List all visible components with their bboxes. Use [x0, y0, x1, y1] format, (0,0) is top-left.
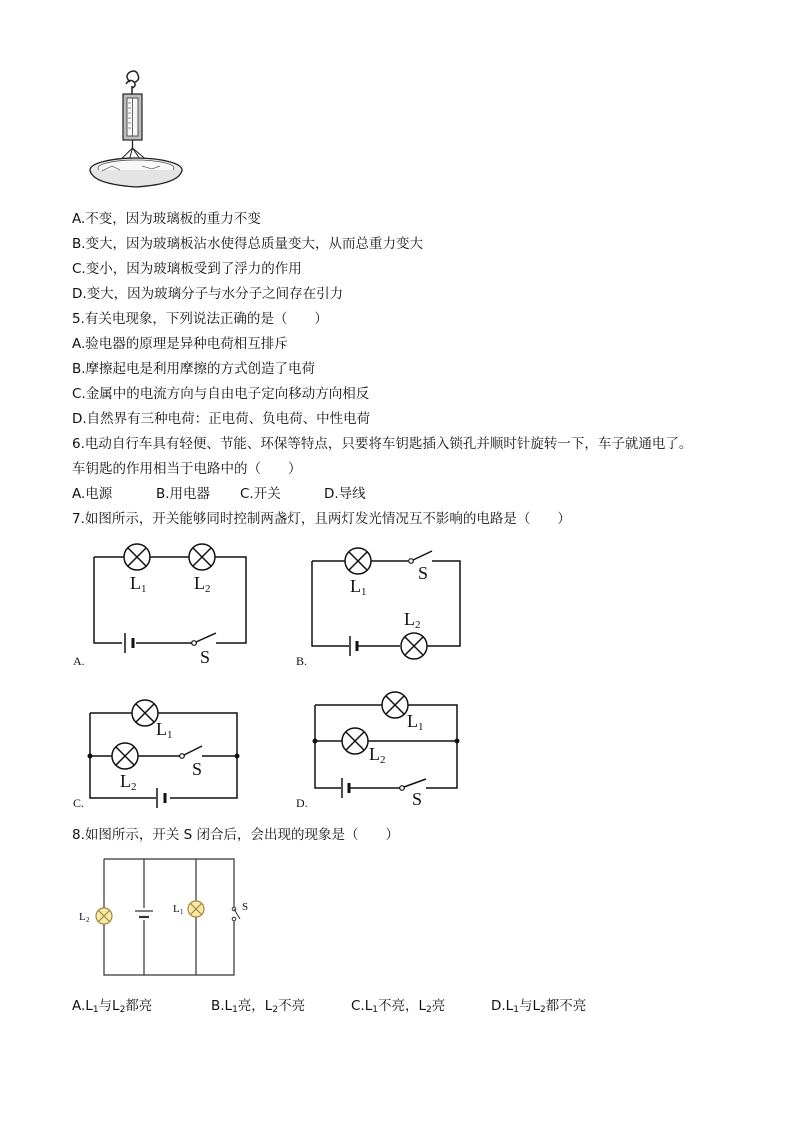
q6-option-c: C.开关	[240, 486, 281, 502]
lamp-l2-sub: 2	[205, 583, 211, 595]
lamp-l2-sub: 2	[86, 916, 90, 924]
lamp-l1-icon	[345, 548, 371, 574]
lamp-l1-sub: 1	[418, 721, 424, 733]
lamp-l1-icon	[124, 544, 150, 570]
lamp-l2-label: L	[79, 911, 86, 923]
q7-label-a: A.	[73, 654, 85, 668]
q4-option-c: C.变小，因为玻璃板受到了浮力的作用	[72, 261, 302, 277]
q5-stem: 5.有关电现象，下列说法正确的是（ ）	[72, 311, 328, 327]
switch-label: S	[192, 759, 203, 779]
lamp-l2-label: L	[369, 744, 380, 764]
lamp-l1-sub: 1	[180, 908, 184, 916]
q8-option-b: $B.L_1$亮，$L_2$不亮	[211, 998, 306, 1015]
lamp-l1-icon	[188, 901, 204, 917]
q7-stem: 7.如图所示，开关能够同时控制两盏灯，且两灯发光情况互不影响的电路是（ ）	[72, 511, 571, 527]
q8-option-c: $C.L_1$不亮，$L_2$亮	[351, 998, 446, 1015]
q6-stem-line1: 6.电动自行车具有轻便、节能、环保等特点，只要将车钥匙插入锁孔并顺时针旋转一下，车子就通电了。	[72, 436, 693, 452]
lamp-l1-icon	[132, 700, 158, 726]
q6-option-b: B.用电器	[156, 486, 211, 502]
lamp-l2-icon	[112, 743, 138, 769]
q5-option-d: D.自然界有三种电荷：正电荷、负电荷、中性电荷	[72, 411, 371, 427]
switch-label: S	[412, 789, 423, 809]
q6-option-a: A.电源	[72, 486, 113, 502]
q5-option-a: A.验电器的原理是异种电荷相互排斥	[72, 336, 288, 352]
lamp-l2-label: L	[194, 573, 205, 593]
q6-option-d: D.导线	[324, 486, 366, 502]
q7-circuit-a	[70, 540, 260, 670]
switch-label: S	[200, 647, 211, 667]
q7-circuit-d	[305, 688, 470, 813]
q7-label-c: C.	[73, 796, 85, 810]
lamp-l1-label: L	[130, 573, 141, 593]
q8-option-d: $D.L_1$与$L_2$都不亮	[491, 998, 587, 1015]
lamp-l1-label: L	[173, 903, 180, 915]
switch-label: S	[242, 901, 249, 913]
q7-label-b: B.	[296, 654, 308, 668]
spring-scale-figure	[86, 68, 196, 193]
lamp-l2-label: L	[404, 609, 415, 629]
lamp-l1-label: L	[407, 711, 418, 731]
q6-stem-line2: 车钥匙的作用相当于电路中的（ ）	[72, 461, 302, 477]
q8-option-a: $A.L_1$与$L_2$都亮	[72, 998, 153, 1015]
q5-option-b: B.摩擦起电是利用摩擦的方式创造了电荷	[72, 361, 316, 377]
lamp-l2-icon	[189, 544, 215, 570]
lamp-l2-icon	[401, 633, 427, 659]
q7-circuit-b	[300, 540, 470, 670]
lamp-l2-sub: 2	[380, 754, 386, 766]
lamp-l1-sub: 1	[361, 586, 367, 598]
q4-option-a: A.不变，因为玻璃板的重力不变	[72, 211, 261, 227]
lamp-l1-sub: 1	[141, 583, 147, 595]
lamp-l2-sub: 2	[415, 619, 421, 631]
q8-circuit	[74, 852, 264, 982]
q4-option-b: B.变大，因为玻璃板沾水使得总质量变大，从而总重力变大	[72, 236, 424, 252]
switch-label: S	[418, 563, 429, 583]
q8-stem: 8.如图所示，开关 S 闭合后，会出现的现象是（ ）	[72, 827, 400, 843]
q7-circuit-c	[80, 695, 250, 815]
lamp-l2-label: L	[120, 771, 131, 791]
lamp-l1-label: L	[350, 576, 361, 596]
lamp-l1-icon	[382, 692, 408, 718]
lamp-l1-sub: 1	[167, 729, 173, 741]
lamp-l1-label: L	[156, 719, 167, 739]
q4-option-d: D.变大，因为玻璃分子与水分子之间存在引力	[72, 286, 344, 302]
q5-option-c: C.金属中的电流方向与自由电子定向移动方向相反	[72, 386, 370, 402]
lamp-l2-sub: 2	[131, 781, 137, 793]
q7-label-d: D.	[296, 796, 308, 810]
lamp-l2-icon	[342, 728, 368, 754]
lamp-l2-icon	[96, 908, 112, 924]
